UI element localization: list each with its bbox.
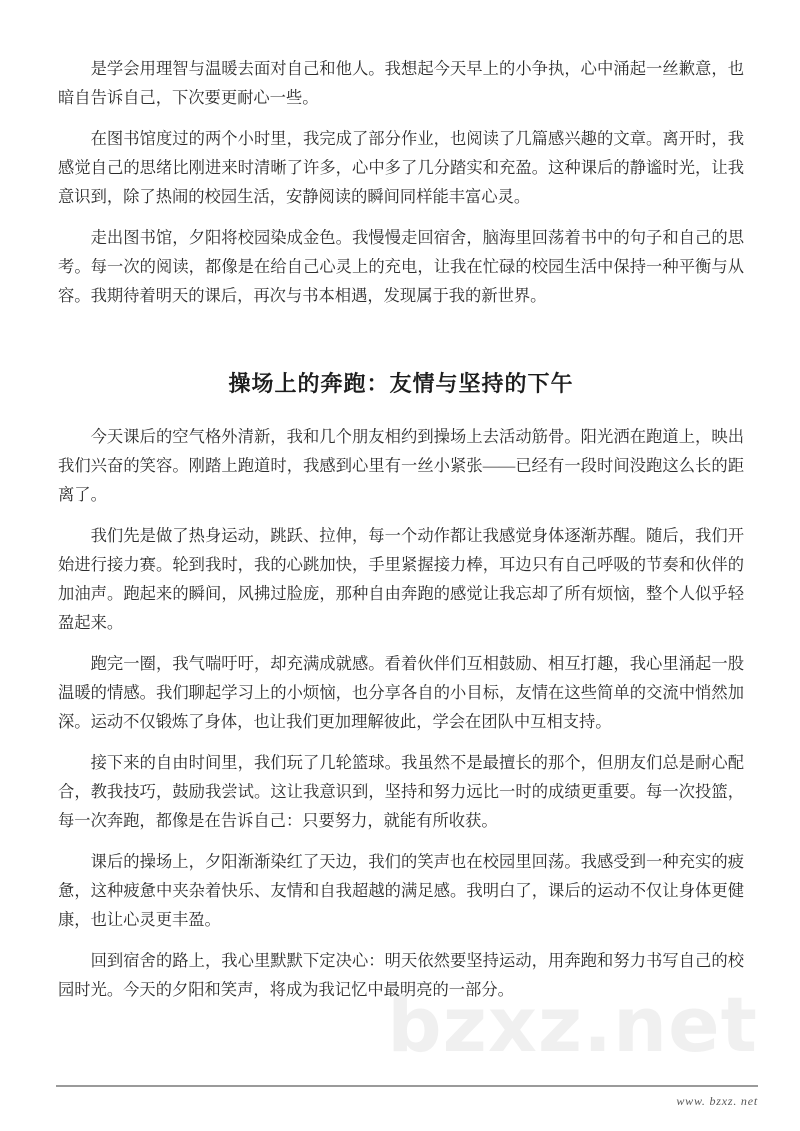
paragraph: 在图书馆度过的两个小时里，我完成了部分作业，也阅读了几篇感兴趣的文章。离开时，我感觉自己的思绪比刚进来时清晰了许多，心中多了几分踏实和充盈。这种课后的静谧时光，让我意识到，除了热闹的校园生活，安静阅读的瞬间同样能丰富心灵。: [58, 129, 744, 206]
paragraph: 接下来的自由时间里，我们玩了几轮篮球。我虽然不是最擅长的那个，但朋友们总是耐心配合，教我技巧，鼓励我尝试。这让我意识到，坚持和努力远比一时的成绩更重要。每一次投篮，每一次奔跑，都像是在告诉自己：只要努力，就能有所收获。: [58, 753, 744, 830]
paragraph: 课后的操场上，夕阳渐渐染红了天边，我们的笑声也在校园里回荡。我感受到一种充实的疲惫，这种疲惫中夹杂着快乐、友情和自我超越的满足感。我明白了，课后的运动不仅让身体更健康，也让心灵更丰盈。: [58, 852, 744, 929]
section-spacer: [58, 310, 744, 370]
continued-section: [58, 54, 744, 310]
paragraph: 回到宿舍的路上，我心里默默下定决心：明天依然要坚持运动，用奔跑和努力书写自己的校园时光。今天的夕阳和笑声，将成为我记忆中最明亮的一部分。: [58, 951, 744, 999]
paragraph: 今天课后的空气格外清新，我和几个朋友相约到操场上去活动筋骨。阳光洒在跑道上，映出我们兴奋的笑容。刚踏上跑道时，我感到心里有一丝小紧张——已经有一段时间没跑这么长的距离了。: [58, 427, 744, 504]
article-section: [58, 370, 744, 1004]
paragraph: 我们先是做了热身运动，跳跃、拉伸，每一个动作都让我感觉身体逐渐苏醒。随后，我们开始进行接力赛。轮到我时，我的心跳加快，手里紧握接力棒，耳边只有自己呼吸的节奏和伙伴的加油声。跑起来的瞬间，风拂过脸庞，那种自由奔跑的感觉让我忘却了所有烦恼，整个人似乎轻盈起来。: [58, 526, 744, 632]
paragraph: 是学会用理智与温暖去面对自己和他人。我想起今天早上的小争执，心中涌起一丝歉意，也暗自告诉自己，下次要更耐心一些。: [58, 59, 744, 107]
paragraph: 跑完一圈，我气喘吁吁，却充满成就感。看着伙伴们互相鼓励、相互打趣，我心里涌起一股温暖的情感。我们聊起学习上的小烦恼，也分享各自的小目标，友情在这些简单的交流中悄然加深。运动不仅锻炼了身体，也让我们更加理解彼此，学会在团队中互相支持。: [58, 654, 744, 731]
footer-divider: [56, 1085, 758, 1087]
watermark-bzxz: bzxz.net: [387, 980, 758, 1069]
footer-url: www. bzxz. net: [676, 1094, 758, 1108]
page-footer: [56, 1085, 758, 1109]
document-content: [58, 54, 744, 1004]
page-title: 操场上的奔跑：友情与坚持的下午: [228, 372, 574, 397]
paragraph: 走出图书馆，夕阳将校园染成金色。我慢慢走回宿舍，脑海里回荡着书中的句子和自己的思考。每一次的阅读，都像是在给自己心灵上的充电，让我在忙碌的校园生活中保持一种平衡与从容。我期待着明天的课后，再次与书本相遇，发现属于我的新世界。: [58, 228, 744, 305]
